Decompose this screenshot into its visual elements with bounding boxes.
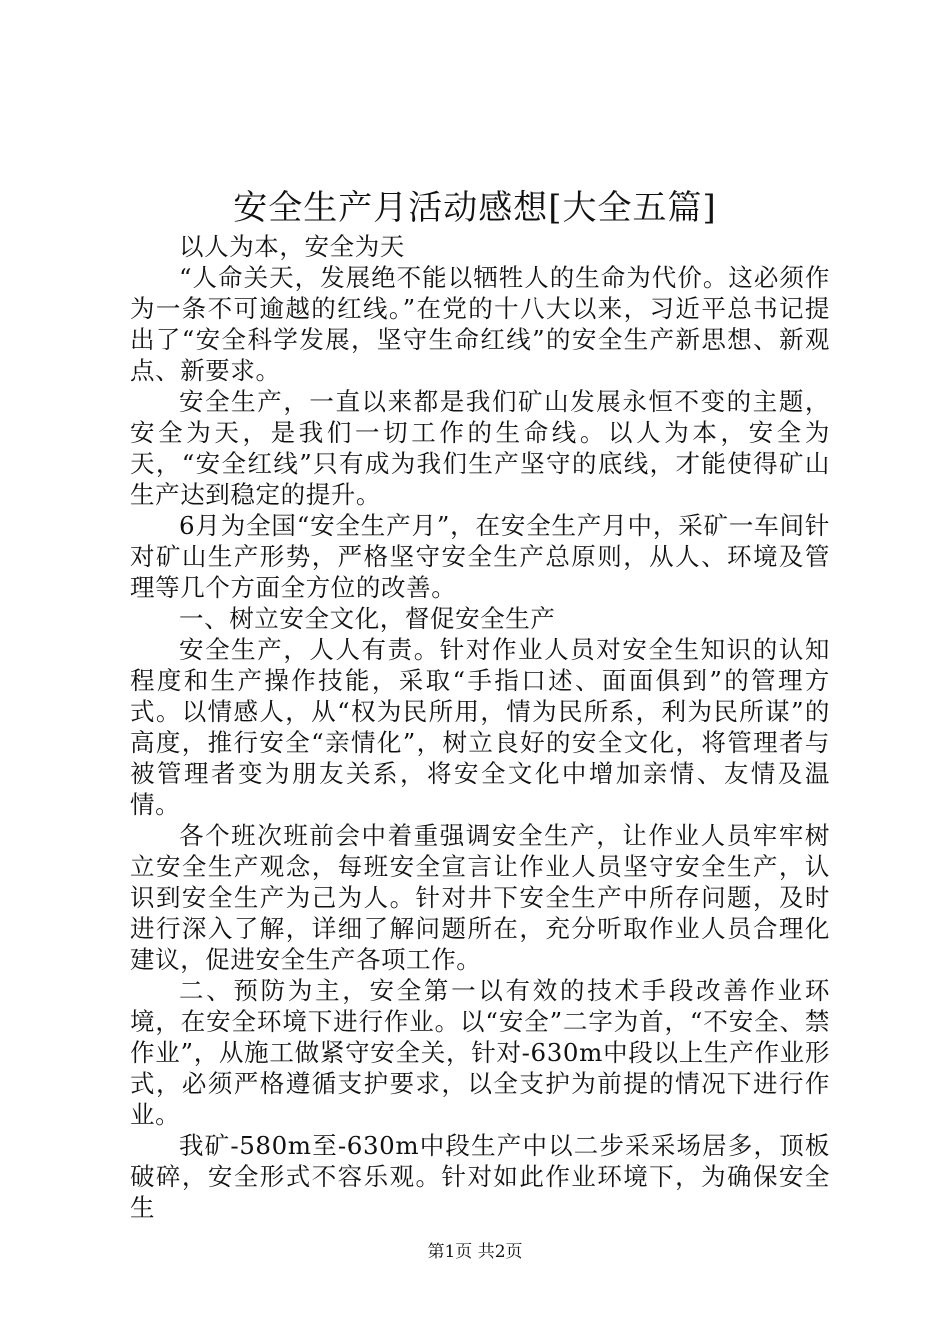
paragraph: 6月为全国“安全生产月”，在安全生产月中，采矿一车间针对矿山生产形势，严格坚守安全生产总原则，从人、环境及管理等几个方面全方位的改善。 — [130, 511, 830, 602]
paragraph: “人命关天，发展绝不能以牺牲人的生命为代价。这必须作为一条不可逾越的红线。”在党的十八大以来，习近平总书记提出了“安全科学发展，坚守生命红线”的安全生产新思想、新观点、新要求。 — [130, 263, 830, 385]
document-title: 安全生产月活动感想[大全五篇] — [233, 188, 717, 228]
section-heading-1: 一、树立安全文化，督促安全生产 — [179, 604, 556, 633]
paragraph: 安全生产，人人有责。针对作业人员对安全生知识的认知程度和生产操作技能，采取“手指口述、面面俱到”的管理方式。以情感人，从“权为民所用，情为民所系，利为民所谋”的高度，推行安全“亲情化”，树立良好的安全文化，将管理者与被管理者变为朋友关系，将安全文化中增加亲情、友情及温情。 — [130, 635, 830, 819]
page-footer: 第1页 共2页 — [427, 1242, 523, 1262]
paragraph: 安全生产，一直以来都是我们矿山发展永恒不变的主题，安全为天，是我们一切工作的生命线。以人为本，安全为天，“安全红线”只有成为我们生产坚守的底线，才能使得矿山生产达到稳定的提升。 — [130, 387, 830, 509]
paragraph: 我矿-580m至-630m中段生产中以二步采采场居多，顶板破碎，安全形式不容乐观。针对如此作业环境下，为确保安全生 — [130, 1131, 830, 1222]
document-body — [130, 231, 830, 1223]
paragraph-subtitle: 以人为本，安全为天 — [179, 232, 405, 261]
paragraph: 二、预防为主，安全第一以有效的技术手段改善作业环境，在安全环境下进行作业。以“安全”二字为首，“不安全、禁作业”，从施工做紧守安全关，针对-630m中段以上生产作业形式，必须严格遵循支护要求，以全支护为前提的情况下进行作业。 — [130, 976, 830, 1129]
paragraph: 各个班次班前会中着重强调安全生产，让作业人员牢牢树立安全生产观念，每班安全宣言让作业人员坚守安全生产，认识到安全生产为己为人。针对井下安全生产中所存问题，及时进行深入了解，详细了解问题所在，充分听取作业人员合理化建议，促进安全生产各项工作。 — [130, 821, 830, 974]
